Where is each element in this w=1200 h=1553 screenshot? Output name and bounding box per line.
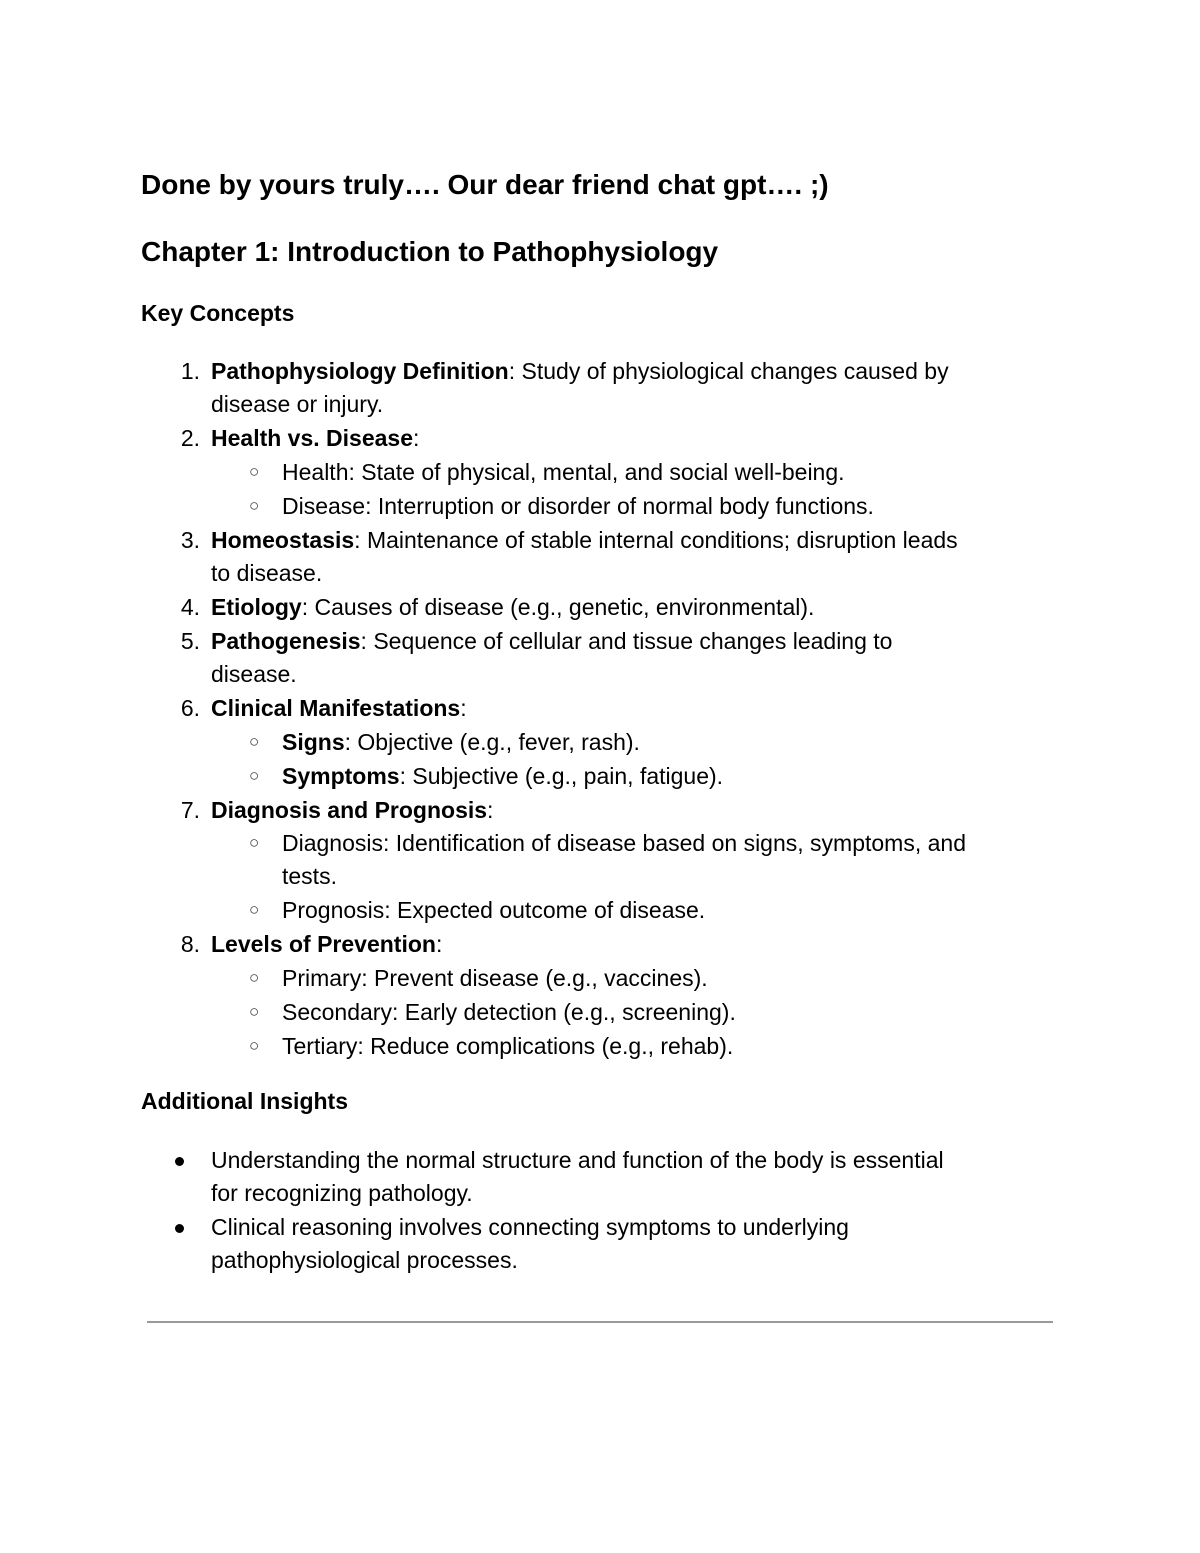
item-number: 3. xyxy=(180,527,200,553)
sub-item: Tertiary: Reduce complications (e.g., rehab). xyxy=(282,1033,734,1059)
sub-item: Diagnosis: Identification of disease based on signs, symptoms, and xyxy=(282,830,966,856)
item-text: : xyxy=(460,695,467,721)
item-line xyxy=(211,795,493,825)
circle-bullet-icon: ○ xyxy=(249,1036,260,1055)
item-line-continued: disease. xyxy=(211,661,297,687)
item-term: Etiology xyxy=(211,594,302,620)
sub-item-text: : Objective (e.g., fever, rash). xyxy=(344,729,640,755)
item-term: Clinical Manifestations xyxy=(211,695,461,721)
key-concepts-heading: Key Concepts xyxy=(141,300,295,326)
item-line xyxy=(211,525,958,555)
item-term: Pathophysiology Definition xyxy=(211,358,509,384)
item-number: 8. xyxy=(180,931,200,957)
chapter-title: Chapter 1: Introduction to Pathophysiology xyxy=(141,236,719,267)
item-line xyxy=(211,356,949,386)
item-text: : xyxy=(435,931,443,957)
item-line xyxy=(211,626,892,656)
circle-bullet-icon: ○ xyxy=(249,833,260,852)
circle-bullet-icon: ○ xyxy=(249,766,260,785)
document-title: Done by yours truly…. Our dear friend chat gpt…. ;) xyxy=(141,169,829,200)
additional-insights-heading: Additional Insights xyxy=(141,1088,348,1114)
insight-line: Understanding the normal structure and function of the body is essential xyxy=(211,1147,944,1173)
item-text: : Sequence of cellular and tissue changes leading to xyxy=(360,628,893,654)
item-number: 5. xyxy=(180,628,200,654)
circle-bullet-icon: ○ xyxy=(249,732,260,751)
circle-bullet-icon: ○ xyxy=(249,1002,260,1021)
circle-bullet-icon: ○ xyxy=(249,462,260,481)
item-line xyxy=(211,693,467,723)
dot-bullet-icon xyxy=(175,1224,184,1233)
item-line-continued: disease or injury. xyxy=(211,391,384,417)
item-number: 1. xyxy=(180,358,200,384)
item-text: : Study of physiological changes caused by xyxy=(508,358,949,384)
item-term: Homeostasis xyxy=(211,527,355,553)
sub-item: Disease: Interruption or disorder of normal body functions. xyxy=(282,493,874,519)
sub-item xyxy=(282,761,723,791)
item-term: Diagnosis and Prognosis xyxy=(211,797,488,823)
item-term: Health vs. Disease xyxy=(211,425,414,451)
item-text: : Causes of disease (e.g., genetic, environmental). xyxy=(301,594,815,620)
item-number: 2. xyxy=(180,425,200,451)
item-line xyxy=(211,592,814,622)
item-number: 7. xyxy=(180,797,200,823)
item-line-continued: to disease. xyxy=(211,560,323,586)
item-number: 4. xyxy=(180,594,200,620)
item-term: Pathogenesis xyxy=(211,628,361,654)
sub-item: Prognosis: Expected outcome of disease. xyxy=(282,897,706,923)
insight-line: Clinical reasoning involves connecting symptoms to underlying xyxy=(211,1214,849,1240)
sub-item-term: Signs xyxy=(282,729,345,755)
sub-item: Health: State of physical, mental, and social well-being. xyxy=(282,459,845,485)
circle-bullet-icon: ○ xyxy=(249,900,260,919)
sub-item xyxy=(282,727,640,757)
item-text: : Maintenance of stable internal conditions; disruption leads xyxy=(354,527,958,553)
item-text: : xyxy=(487,797,494,823)
item-term: Levels of Prevention xyxy=(211,931,436,957)
item-number: 6. xyxy=(180,695,200,721)
dot-bullet-icon xyxy=(175,1157,184,1166)
horizontal-divider xyxy=(147,1321,1053,1323)
item-text: : xyxy=(413,425,420,451)
sub-item: Secondary: Early detection (e.g., screening). xyxy=(282,999,736,1025)
insight-line-continued: pathophysiological processes. xyxy=(211,1247,518,1273)
sub-item-term: Symptoms xyxy=(282,763,400,789)
circle-bullet-icon: ○ xyxy=(249,968,260,987)
sub-item: Primary: Prevent disease (e.g., vaccines). xyxy=(282,965,708,991)
insight-line-continued: for recognizing pathology. xyxy=(211,1180,473,1206)
sub-item-text: : Subjective (e.g., pain, fatigue). xyxy=(399,763,724,789)
item-line xyxy=(211,423,419,453)
item-line xyxy=(211,929,442,959)
sub-item-continued: tests. xyxy=(282,863,337,889)
circle-bullet-icon: ○ xyxy=(249,496,260,515)
